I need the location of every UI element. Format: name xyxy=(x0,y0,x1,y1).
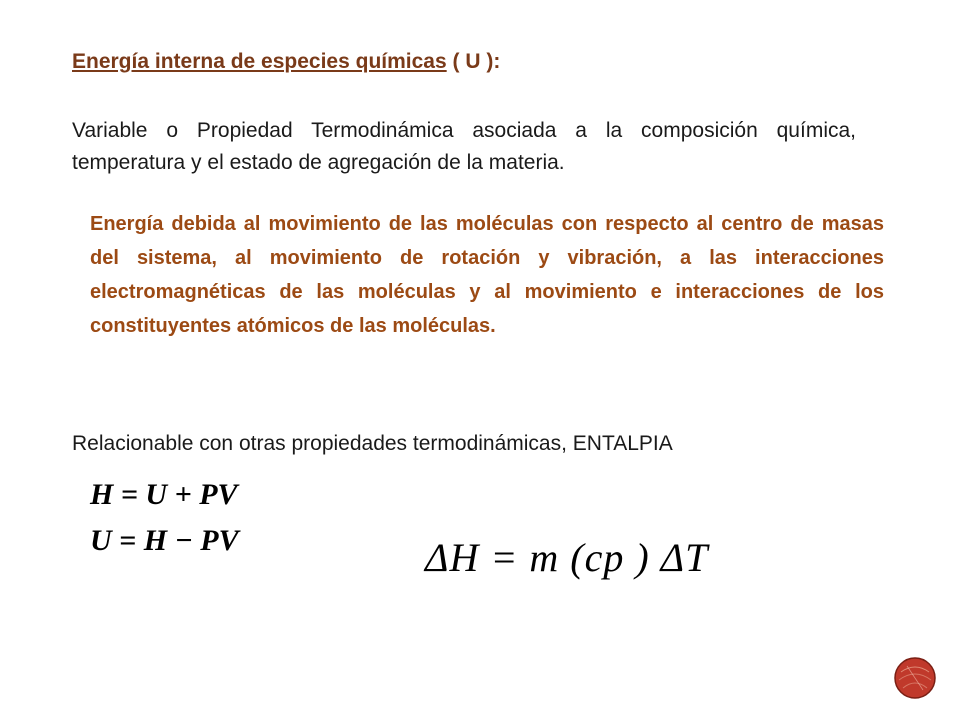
decorative-badge-icon xyxy=(893,656,937,700)
equation-delta-h: ΔH = m (cp ) ΔT xyxy=(425,535,709,580)
intro-paragraph: Variable o Propiedad Termodinámica asociada a la composición química, temperatura y el estado de agregación de la materia. xyxy=(72,119,856,174)
highlight-paragraph: Energía debida al movimiento de las moléculas con respecto al centro de masas del sistema, al movimiento de rotación y vibración, a las interacciones electromagnéticas de las moléculas y al movimiento e interacciones de los constituyentes atómicos de las moléculas. xyxy=(90,213,884,337)
title-rest: ( U ): xyxy=(446,50,501,73)
title-underlined: Energía interna de especies químicas xyxy=(72,50,447,73)
slide-title xyxy=(72,50,500,74)
equation-enthalpy: H = U + PV xyxy=(90,478,238,511)
equation-internal-energy: U = H − PV xyxy=(90,524,239,557)
relation-text: Relacionable con otras propiedades termodinámicas, ENTALPIA xyxy=(72,432,673,455)
